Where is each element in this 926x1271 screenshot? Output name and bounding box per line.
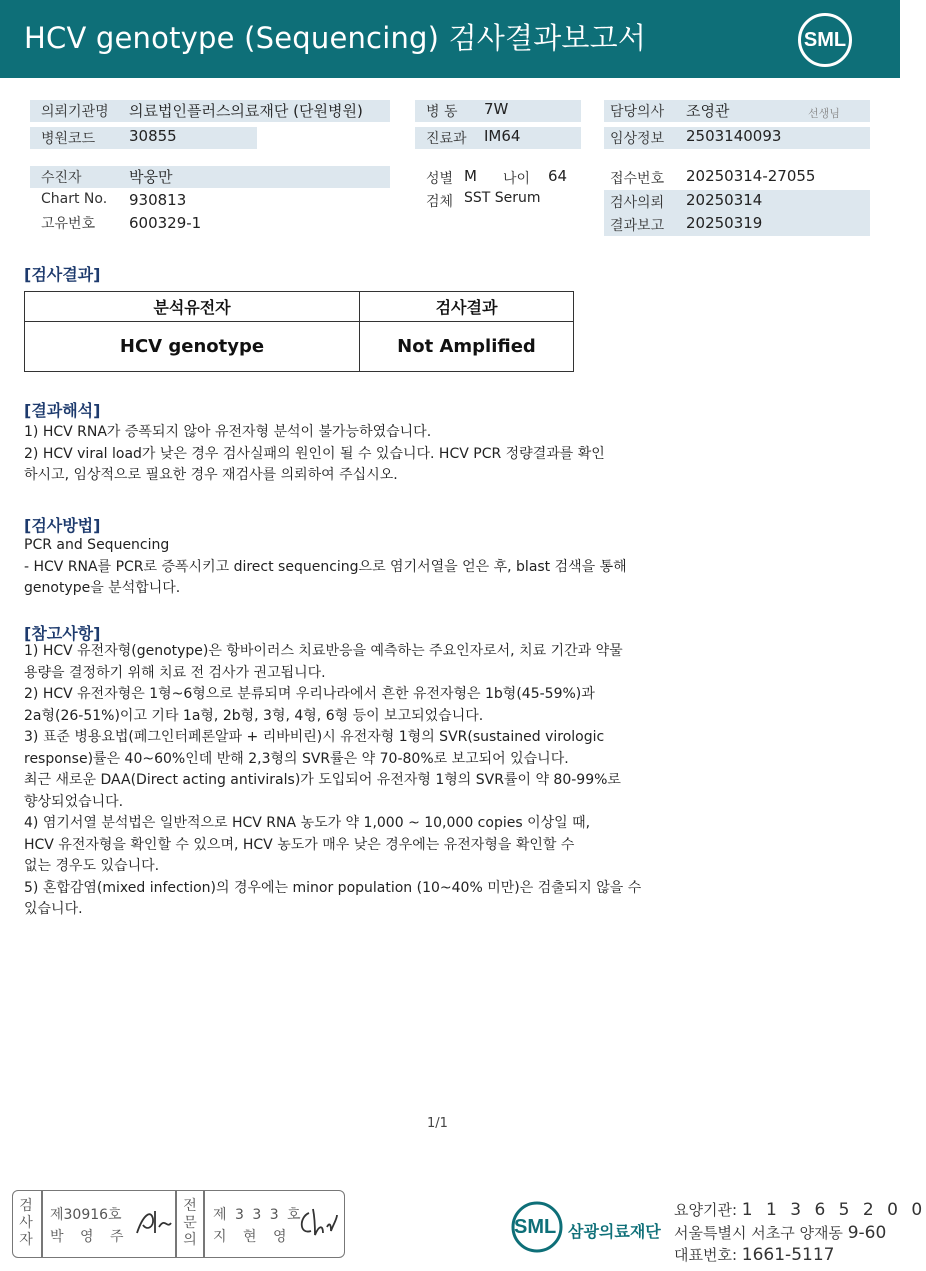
specialist-name: 지 현 영 <box>213 1229 293 1245</box>
col-result-header: 검사결과 <box>360 292 574 322</box>
receipt-value: 20250314-27055 <box>686 167 816 185</box>
divider <box>175 1191 177 1257</box>
hospital-code-value: 30855 <box>129 127 177 145</box>
method-text <box>24 535 627 600</box>
interpretation-text <box>24 422 605 487</box>
phone-label: 대표번호: <box>674 1246 742 1264</box>
results-header-row <box>25 292 574 322</box>
reference-line: response)률은 40~60%인데 반해 2,3형의 SVR률은 약 70-80%로 보고되어 있습니다. <box>24 750 569 767</box>
report-title: HCV genotype (Sequencing) 검사결과보고서 <box>24 21 647 55</box>
request-label: 검사의뢰 <box>610 195 665 211</box>
examiner-signature-icon <box>133 1205 175 1239</box>
specimen-label: 검체 <box>426 194 454 210</box>
sex-value: M <box>464 167 477 185</box>
col-gene-header: 분석유전자 <box>25 292 360 322</box>
reference-line: 2a형(26-51%)이고 기타 1a형, 2b형, 3형, 4형, 6형 등이 보고되었습니다. <box>24 707 484 724</box>
method-line: - HCV RNA를 PCR로 증폭시키고 direct sequencing으로 염기서열을 얻은 후, blast 검색을 통해 <box>24 558 627 575</box>
report-value: 20250319 <box>686 214 763 232</box>
age-label: 나이 <box>503 171 531 187</box>
address-number: 9-60 <box>847 1223 887 1243</box>
page-number: 1/1 <box>427 1116 448 1131</box>
institution-label: 의뢰기관명 <box>41 104 109 120</box>
care-value: 1 1 3 6 5 2 0 0 <box>741 1200 926 1220</box>
results-table <box>24 291 574 372</box>
patient-value: 박웅만 <box>129 168 173 186</box>
results-row <box>25 322 574 372</box>
reference-line: 향상되었습니다. <box>24 793 124 810</box>
reference-line: 4) 염기서열 분석법은 일반적으로 HCV RNA 농도가 약 1,000 ~ 10,000 copies 이상일 때, <box>24 815 591 831</box>
org-logo-text: SML <box>514 1216 557 1238</box>
method-line: PCR and Sequencing <box>24 537 170 553</box>
age-value: 64 <box>548 167 568 185</box>
patient-label: 수진자 <box>41 170 82 186</box>
report-header <box>0 0 900 78</box>
chart-value: 930813 <box>129 191 187 209</box>
specialist-license: 제 3 3 3 호 <box>213 1207 303 1223</box>
interpretation-heading: [결과해석] <box>24 401 101 420</box>
request-value: 20250314 <box>686 191 763 209</box>
specialist-signature-icon <box>295 1205 339 1239</box>
care-number <box>674 1199 926 1220</box>
address <box>674 1222 886 1243</box>
interpretation-line: 1) HCV RNA가 증폭되지 않아 유전자형 분석이 불가능하였습니다. <box>24 424 432 440</box>
reference-line: HCV 유전자형을 확인할 수 있으며, HCV 농도가 매우 낮은 경우에는 유전자형을 확인할 수 <box>24 836 575 853</box>
method-line: genotype을 분석합니다. <box>24 580 181 596</box>
id-label: 고유번호 <box>41 216 96 232</box>
divider <box>41 1191 43 1257</box>
reference-line: 없는 경우도 있습니다. <box>24 858 160 874</box>
doctor-label: 담당의사 <box>610 104 665 120</box>
patient-row <box>30 166 390 188</box>
phone-value: 1661-5117 <box>741 1245 835 1265</box>
reference-line: 3) 표준 병용요법(페그인터페론알파 + 리바비린)시 유전자형 1형의 SVR(sustained virologic <box>24 729 605 745</box>
specimen-value: SST Serum <box>464 190 541 206</box>
signature-box <box>12 1190 345 1258</box>
results-heading: [검사결과] <box>24 265 101 284</box>
specialist-label: 전문의 <box>183 1198 197 1248</box>
dept-label: 진료과 <box>426 131 467 147</box>
interpretation-line: 2) HCV viral load가 낮은 경우 검사실패의 원인이 될 수 있습니다. HCV PCR 정량결과를 확인 <box>24 445 605 462</box>
org-name: 삼광의료재단 <box>568 1222 661 1241</box>
phone <box>674 1244 834 1265</box>
id-value: 600329-1 <box>129 214 202 232</box>
reference-text <box>24 641 641 921</box>
divider <box>203 1191 205 1257</box>
clinical-label: 임상정보 <box>610 131 665 147</box>
sex-label: 성별 <box>426 171 454 187</box>
sml-logo <box>798 13 852 67</box>
hospital-code-label: 병원코드 <box>41 131 96 147</box>
reference-line: 2) HCV 유전자형은 1형~6형으로 분류되며 우리나라에서 흔한 유전자형은 1b형(45-59%)과 <box>24 686 595 702</box>
result-cell: Not Amplified <box>360 322 574 372</box>
reference-line: 있습니다. <box>24 901 83 917</box>
reference-line: 최근 새로운 DAA(Direct acting antivirals)가 도입되어 유전자형 1형의 SVR률이 약 80-99%로 <box>24 772 621 788</box>
reference-heading: [참고사항] <box>24 624 101 643</box>
reference-line: 5) 혼합감염(mixed infection)의 경우에는 minor population (10~40% 미만)은 검출되지 않을 수 <box>24 879 642 896</box>
ward-value: 7W <box>484 100 509 118</box>
receipt-label: 접수번호 <box>610 171 665 187</box>
examiner-label: 검사자 <box>19 1198 33 1248</box>
care-label: 요양기관: <box>674 1201 742 1219</box>
doctor-value: 조영관 <box>686 102 730 120</box>
clinical-value: 2503140093 <box>686 127 782 145</box>
report-label: 결과보고 <box>610 218 665 234</box>
examiner-name: 박 영 주 <box>50 1229 130 1245</box>
sml-logo-text: SML <box>803 29 847 51</box>
gene-cell: HCV genotype <box>25 322 360 372</box>
institution-value: 의료법인플러스의료재단 (단원병원) <box>129 102 363 120</box>
dept-value: IM64 <box>484 127 521 145</box>
address-label: 서울특별시 서초구 양재동 <box>674 1224 848 1242</box>
method-heading: [검사방법] <box>24 516 101 535</box>
ward-label: 병 동 <box>426 104 458 120</box>
reference-line: 용량을 결정하기 위해 치료 전 검사가 권고됩니다. <box>24 664 326 681</box>
examiner-license: 제30916호 <box>50 1207 122 1223</box>
reference-line: 1) HCV 유전자형(genotype)은 항바이러스 치료반응을 예측하는 주요인자로서, 치료 기간과 약물 <box>24 643 623 659</box>
doctor-suffix: 선생님 <box>808 107 840 120</box>
chart-label: Chart No. <box>41 191 108 207</box>
interpretation-line: 하시고, 임상적으로 필요한 경우 재검사를 의뢰하여 주십시오. <box>24 467 398 483</box>
